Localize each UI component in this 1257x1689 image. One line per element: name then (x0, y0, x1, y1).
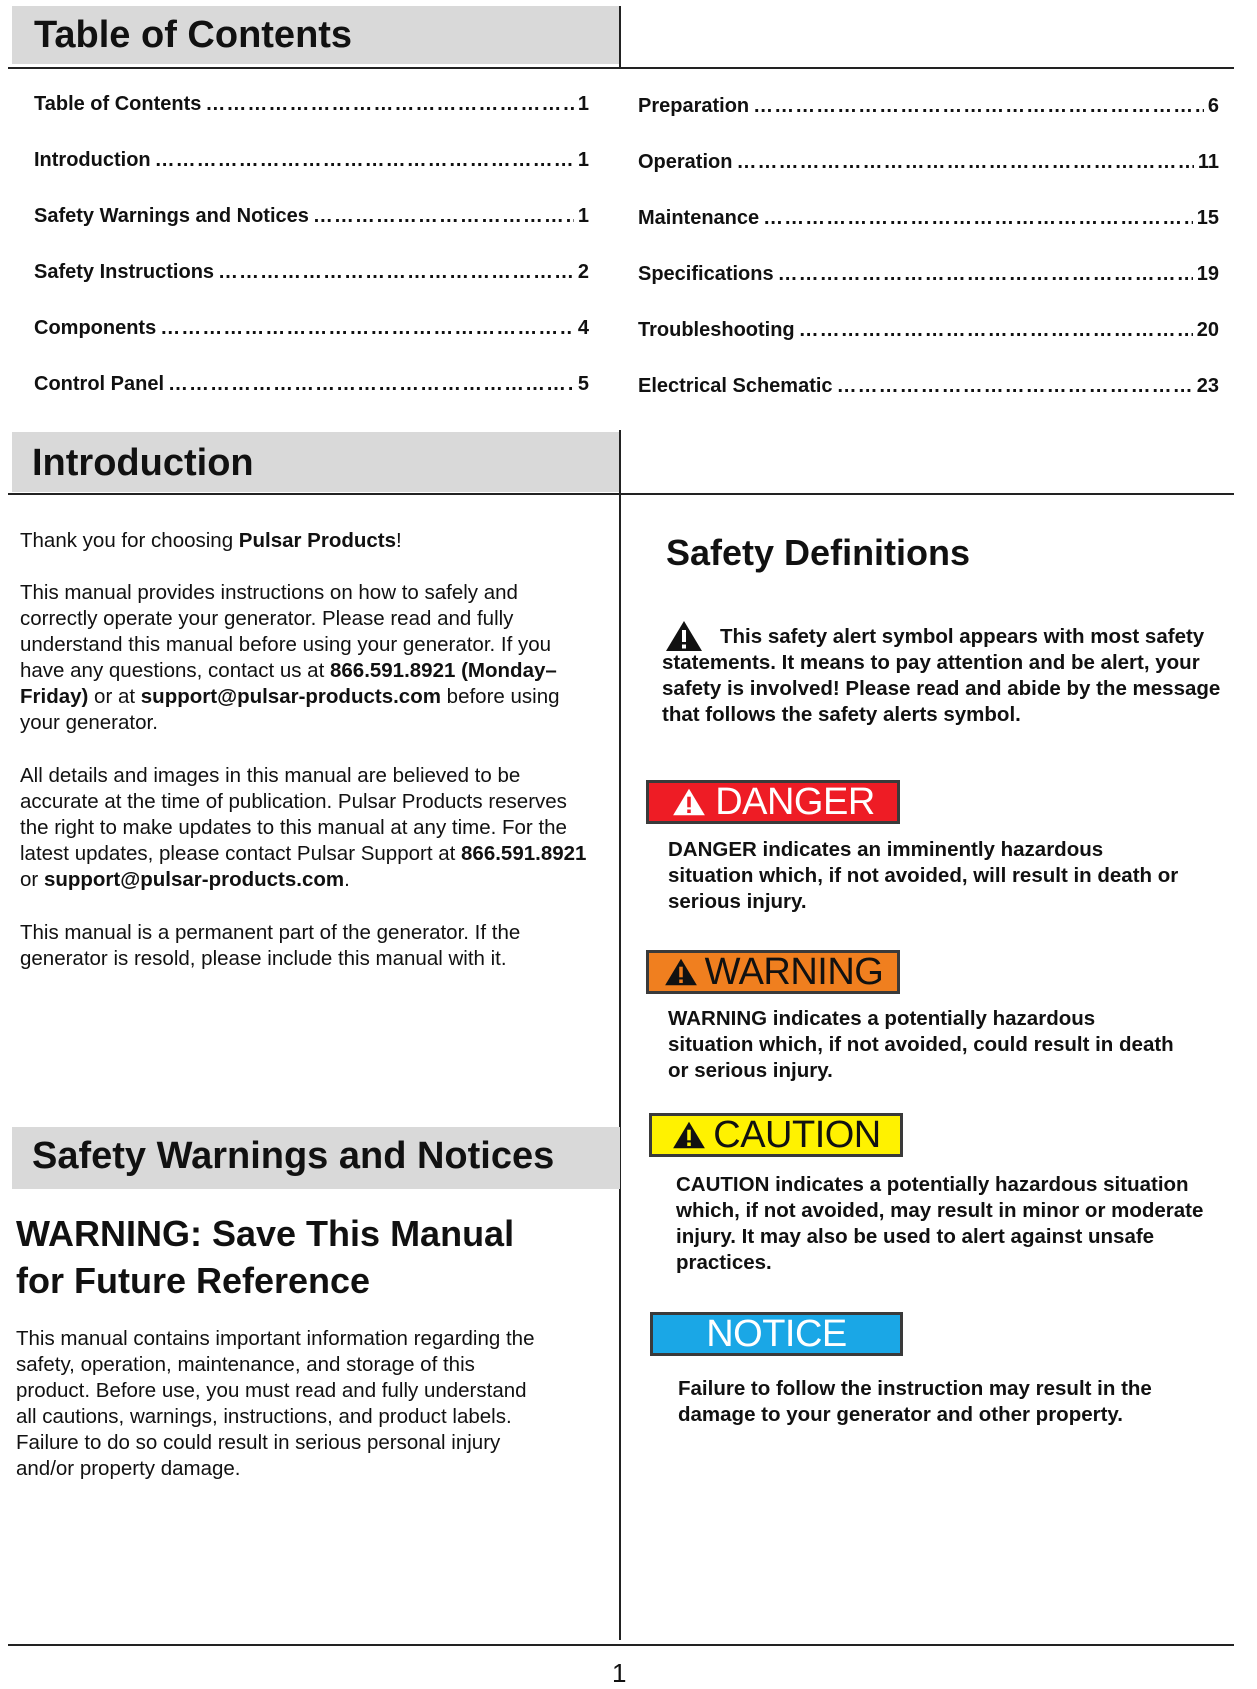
toc-entry-label: Maintenance (638, 207, 760, 229)
toc-leader-dots (736, 151, 1193, 174)
toc-entry-page: 20 (1196, 319, 1219, 341)
toc-entry-page: 1 (577, 205, 589, 227)
notice-description: Failure to follow the instruction may result in the damage to your generator and other property. (678, 1377, 1152, 1426)
toc-entry-page: 11 (1197, 151, 1219, 173)
toc-entry-page: 15 (1196, 207, 1219, 229)
toc-header-divider (619, 6, 621, 68)
toc-entry-label: Preparation (638, 95, 750, 117)
warning-description: WARNING indicates a potentially hazardous situation which, if not avoided, could result in death or serious injury. (668, 1007, 1174, 1082)
save-manual-heading: WARNING: Save This Manual for Future Reference (16, 1213, 515, 1301)
caution-label: CAUTION (649, 1113, 903, 1157)
intro-title: Introduction (32, 442, 254, 484)
toc-entry[interactable] (638, 207, 1219, 230)
toc-entry-label: Components (34, 317, 157, 339)
toc-leader-dots (218, 261, 574, 284)
notice-label: NOTICE (650, 1312, 903, 1356)
warning-triangle-icon (671, 1120, 707, 1150)
toc-entry-page: 4 (577, 317, 589, 339)
toc-entry-label: Safety Warnings and Notices (34, 205, 309, 227)
toc-entry[interactable] (638, 263, 1219, 286)
safety-warnings-body: This manual contains important information regarding the safety, operation, maintenance, and storage of this product. Before use, you must read and fully understand all cautions, warnings, instructions, and product labels. Failure to do so could result in serious personal injury and/or property damage. (16, 1327, 535, 1480)
intro-paragraph-4: This manual is a permanent part of the generator. If the generator is resold, please include this manual with it. (20, 921, 521, 970)
toc-entry[interactable] (638, 319, 1219, 342)
support-email-link[interactable]: support@pulsar-products.com (140, 685, 441, 708)
toc-leader-dots (160, 317, 574, 340)
support-days: (Monday–Friday) (20, 659, 557, 708)
toc-entry-label: Troubleshooting (638, 319, 795, 341)
safety-warnings-title: Safety Warnings and Notices (32, 1135, 555, 1177)
column-divider (619, 430, 621, 1640)
toc-leader-dots (313, 205, 574, 228)
toc-entry-label: Specifications (638, 263, 774, 285)
toc-entry-page: 19 (1196, 263, 1219, 285)
toc-leader-dots (168, 373, 574, 396)
toc-entry-page: 1 (577, 149, 589, 171)
toc-entry-label: Operation (638, 151, 733, 173)
warning-triangle-icon (663, 957, 699, 987)
toc-leader-dots (778, 263, 1193, 286)
toc-leader-dots (837, 375, 1193, 398)
intro-paragraph-3: All details and images in this manual are believed to be accurate at the time of publication. Pulsar Products reserves the right to make updates to this manual at any time. For the latest updates, please contact Pulsar Support at 866.591.8921 or support@pulsar-products.com. (20, 764, 587, 891)
toc-entry-label: Safety Instructions (34, 261, 215, 283)
toc-entry-label: Table of Contents (34, 93, 202, 115)
toc-title: Table of Contents (34, 14, 353, 56)
danger-description: DANGER indicates an imminently hazardous situation which, if not avoided, will result in death or serious injury. (668, 838, 1179, 913)
safety-definitions-title: Safety Definitions (666, 532, 971, 573)
safety-alert-text: This safety alert symbol appears with most safety statements. It means to pay attention and be alert, your safety is involved! Please read and abide by the message that follows the safety alerts symbol. (662, 625, 1221, 726)
intro-paragraph-1: Thank you for choosing Pulsar Products! (20, 529, 402, 552)
toc-entry[interactable] (34, 205, 589, 228)
toc-entry[interactable] (34, 261, 589, 284)
danger-label: DANGER (646, 780, 900, 824)
safety-alert-block (662, 624, 1232, 728)
toc-entry[interactable] (34, 317, 589, 340)
toc-entry[interactable] (638, 375, 1219, 398)
support-phone: 866.591.8921 (461, 842, 587, 865)
caution-description: CAUTION indicates a potentially hazardous situation which, if not avoided, may result in minor or moderate injury. It may also be used to alert against unsafe practices. (676, 1173, 1204, 1274)
toc-entry-page: 2 (577, 261, 589, 283)
toc-entry-page: 5 (577, 373, 589, 395)
warning-label: WARNING (646, 950, 900, 994)
toc-entry-label: Electrical Schematic (638, 375, 833, 397)
toc-entry-page: 1 (577, 93, 589, 115)
page-number: 1 (612, 1658, 627, 1688)
footer-rule (8, 1644, 1234, 1646)
intro-paragraph-2: This manual provides instructions on how to safely and correctly operate your generator. Please read and fully understand this manual before using your generator. If you have any questions, contact us at 866.591.8921 (Monday–Friday) or at support@pulsar-products.com before using your generator. (20, 581, 560, 734)
toc-leader-dots (799, 319, 1193, 342)
toc-leader-dots (205, 93, 573, 116)
brand-name: Pulsar Products (238, 529, 397, 552)
safety-alert-icon (664, 619, 704, 653)
toc-leader-dots (753, 95, 1204, 118)
toc-entry[interactable] (34, 373, 589, 396)
toc-entry-page: 23 (1196, 375, 1219, 397)
toc-leader-dots (155, 149, 574, 172)
toc-entry[interactable] (638, 151, 1219, 174)
warning-triangle-icon (671, 787, 707, 817)
support-phone: 866.591.8921 (329, 659, 456, 682)
toc-entry[interactable] (638, 95, 1219, 118)
toc-leader-dots (763, 207, 1193, 230)
toc-entry-label: Control Panel (34, 373, 165, 395)
toc-entry[interactable] (34, 93, 589, 116)
intro-header-rule (8, 493, 1234, 495)
toc-entry-label: Introduction (34, 149, 151, 171)
toc-entry[interactable] (34, 149, 589, 172)
toc-header-rule (8, 67, 1234, 69)
support-email-link[interactable]: support@pulsar-products.com (43, 868, 345, 891)
toc-entry-page: 6 (1207, 95, 1219, 117)
